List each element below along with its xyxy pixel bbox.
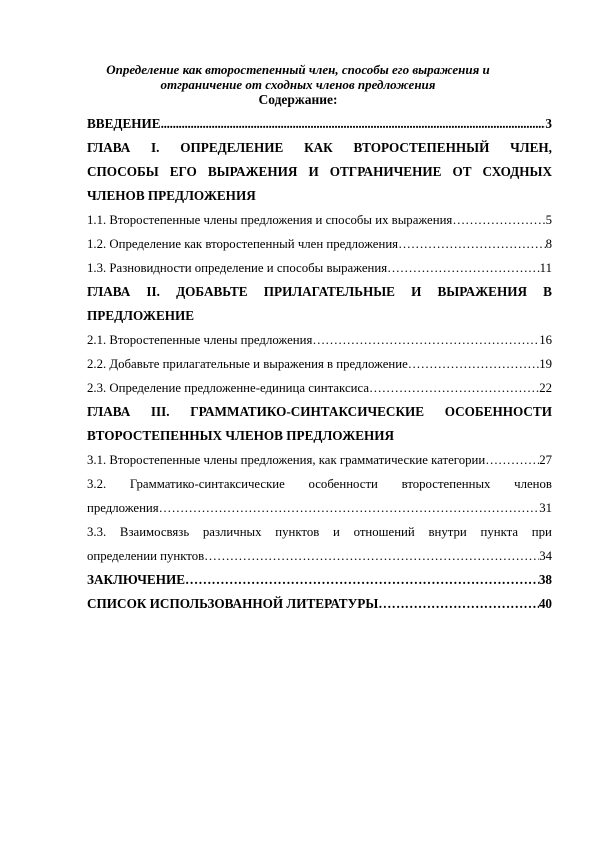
toc-chapter-3[interactable]: ГЛАВА III. ГРАММАТИКО-СИНТАКСИЧЕСКИЕ ОСОБЕННОСТИ ВТОРОСТЕПЕННЫХ ЧЛЕНОВ ПРЕДЛОЖЕНИЯ: [87, 404, 552, 443]
toc-entry-3-2[interactable]: 3.2. Грамматико-синтаксические особенности второстепенных членов предложения ………………………………………………………………………………………………………………………………………………………………………… 31: [87, 472, 552, 520]
leader-dots: [312, 328, 539, 352]
document-title: Определение как второстепенный член, способы его выражения и отграничение от сходных членов предложения: [106, 62, 490, 92]
toc-entry-references[interactable]: СПИСОК ИСПОЛЬЗОВАННОЙ ЛИТЕРАТУРЫ ………………………………………………………………………………………………………………………………………………………………………… 40: [87, 592, 552, 616]
toc-chapter-1[interactable]: ГЛАВА I. ОПРЕДЕЛЕНИЕ КАК ВТОРОСТЕПЕННЫЙ ЧЛЕН, СПОСОБЫ ЕГО ВЫРАЖЕНИЯ И ОТГРАНИЧЕНИЕ ОТ СХОДНЫХ ЧЛЕНОВ ПРЕДЛОЖЕНИЯ: [87, 140, 552, 203]
table-of-contents: [87, 112, 552, 616]
leader-dots: [185, 568, 539, 592]
leader-dots: [398, 232, 546, 256]
toc-entry-1-1[interactable]: 1.1. Второстепенные члены предложения и способы их выражения ………………………………………………………………………………………………………………………………………………………………………… 5: [87, 208, 552, 232]
toc-entry-3-1[interactable]: 3.1. Второстепенные члены предложения, как грамматические категории ………………………………………………………………………………………………………………………………………………………………………… 27: [87, 448, 552, 472]
toc-entry-conclusion[interactable]: ЗАКЛЮЧЕНИЕ ………………………………………………………………………………………………………………………………………………………………………… 38: [87, 568, 552, 592]
leader-dots: [408, 352, 539, 376]
toc-entry-1-2[interactable]: 1.2. Определение как второстепенный член предложения ………………………………………………………………………………………………………………………………………………………………………… 8: [87, 232, 552, 256]
leader-dots: [452, 208, 545, 232]
leader-dots: [485, 448, 539, 472]
toc-entry-intro[interactable]: ВВЕДЕНИЕ ..... 3: [87, 112, 552, 136]
leader-dots: [161, 112, 546, 136]
toc-entry-3-3[interactable]: 3.3. Взаимосвязь различных пунктов и отношений внутри пункта при определении пунктов ………………………………………………………………………………………………………………………………………………………………………… 34: [87, 520, 552, 568]
toc-entry-2-2[interactable]: 2.2. Добавьте прилагательные и выражения в предложение ………………………………………………………………………………………………………………………………………………………………………… 19: [87, 352, 552, 376]
toc-entry-1-3[interactable]: 1.3. Разновидности определение и способы выражения ………………………………………………………………………………………………………………………………………………………………………… 11: [87, 256, 552, 280]
leader-dots: [378, 592, 539, 616]
contents-heading: Содержание:: [258, 92, 338, 107]
leader-dots: [387, 256, 540, 280]
toc-entry-2-1[interactable]: 2.1. Второстепенные члены предложения ………………………………………………………………………………………………………………………………………………………………………… 16: [87, 328, 552, 352]
toc-chapter-2[interactable]: ГЛАВА II. ДОБАВЬТЕ ПРИЛАГАТЕЛЬНЫЕ И ВЫРАЖЕНИЯ В ПРЕДЛОЖЕНИЕ: [87, 284, 552, 323]
leader-dots: [204, 544, 539, 568]
leader-dots: [159, 496, 540, 520]
toc-entry-2-3[interactable]: 2.3. Определение предложенне-единица синтаксиса ………………………………………………………………………………………………………………………………………………………………………… 22: [87, 376, 552, 400]
leader-dots: [369, 376, 539, 400]
